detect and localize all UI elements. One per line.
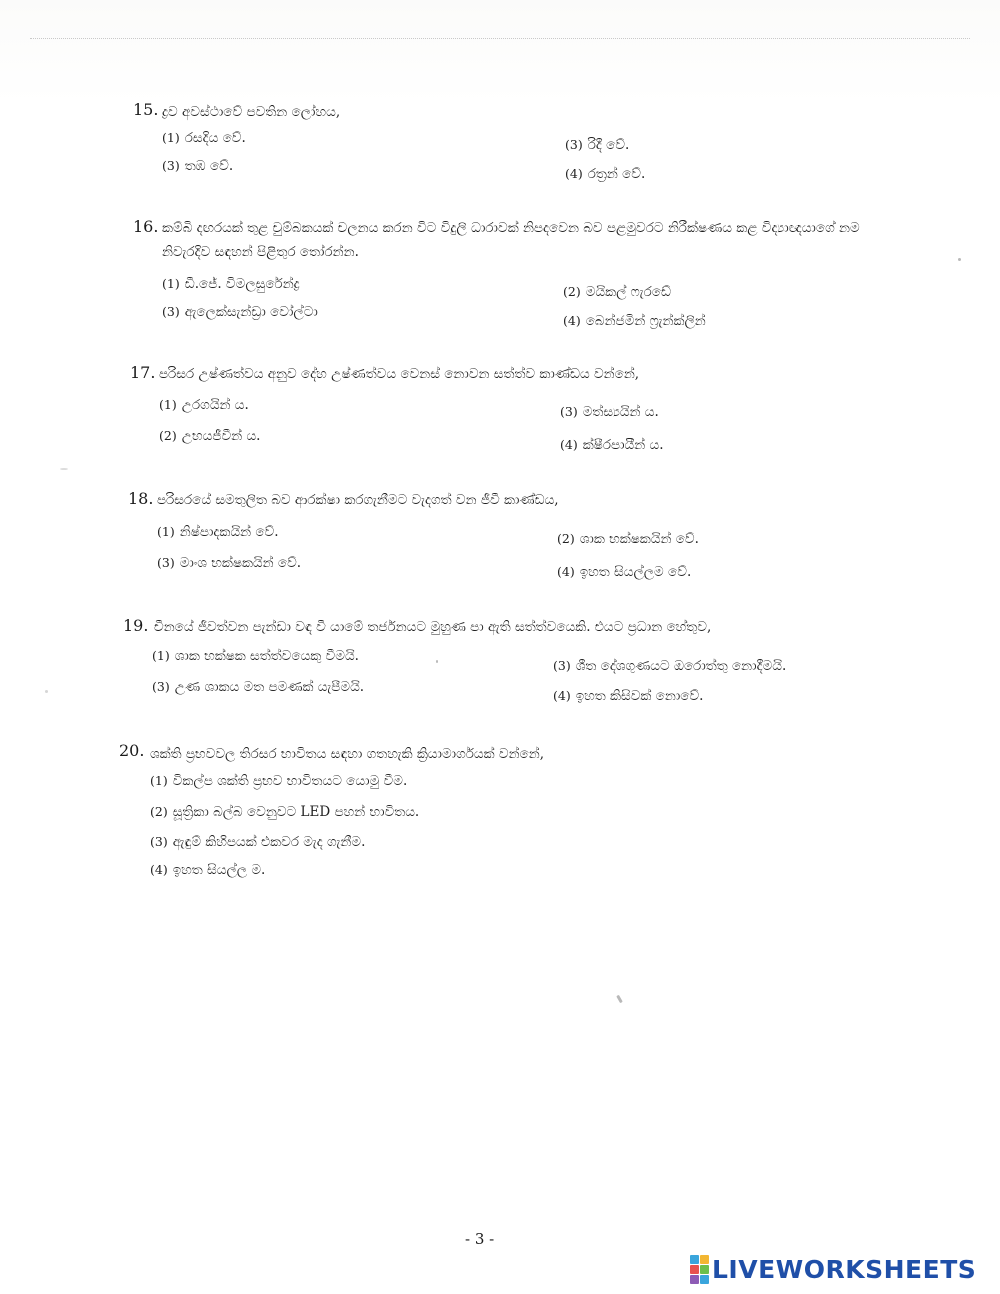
option-text: ශාක භක්ෂක සත්ත්වයෙකු වීමයි. <box>174 648 359 664</box>
option-3[interactable] <box>159 428 260 444</box>
question-number: 19. <box>123 616 149 635</box>
option-text: ශාක භක්ෂකයින් වේ. <box>579 531 699 547</box>
question-number: 20. <box>119 741 145 760</box>
option-text: මාංශ භක්ෂකයින් වේ. <box>179 555 302 571</box>
option-text: මයිකල් ෆැරඩේ <box>585 284 671 300</box>
option-text: උරගයින් ය. <box>181 397 249 413</box>
page-number: - 3 - <box>465 1230 495 1248</box>
option-1[interactable] <box>159 397 249 413</box>
question-text: ද්‍රව අවස්ථාවේ පවතින ලෝහය, <box>162 104 341 120</box>
option-number: (3) <box>152 679 170 694</box>
option-text: ඉහත කිසිවක් නොවේ. <box>575 688 704 704</box>
question-number: 18. <box>128 489 154 508</box>
option-text: විකල්ප ශක්ති ප්‍රභව භාවිතයට යොමු වීම. <box>172 773 408 789</box>
option-number: (2) <box>159 428 177 443</box>
question-text: කම්බි දඟරයක් තුළ චුම්බකයක් චලනය කරන විට විදුලි ධාරාවක් නිපදවෙන බව පළමුවරට නිරීක්ෂණය කළ විද්‍යාඥයාගේ නම නිවැරදිව සඳහන් පිළිතුර තෝරන්න. <box>162 220 860 260</box>
option-1[interactable] <box>152 648 359 664</box>
option-text: බෙන්ජමින් ෆ්‍රැන්ක්ලින් <box>585 313 706 329</box>
option-number: (1) <box>162 276 180 291</box>
option-text: මත්ස්‍යයින් ය. <box>582 404 659 420</box>
option-3[interactable] <box>152 679 364 695</box>
option-text: ඩී.ජේ. විමලසුරේන්ද්‍ර <box>184 276 300 292</box>
option-number: (1) <box>159 397 177 412</box>
option-text: ඉහත සියල්ලම වේ. <box>579 564 692 580</box>
question-number: 17. <box>130 363 156 382</box>
option-text: ඇලෙක්සැන්ඩ්‍රා වෝල්ටා <box>184 304 318 320</box>
option-text: රිදී වේ. <box>587 137 630 153</box>
liveworksheets-logo[interactable] <box>690 1255 976 1284</box>
option-text: සූත්‍රිකා බල්බ වෙනුවට LED පහන් භාවිතය. <box>172 804 420 820</box>
question-text: චීනයේ ජීවත්වන පැන්ඩා වඳ වී යාමේ තර්ජනයට මුහුණ පා ඇති සත්ත්වයෙකි. එයට ප්‍රධාන හේතුව, <box>154 619 712 635</box>
option-number: (3) <box>150 834 168 849</box>
option-3[interactable] <box>162 304 318 320</box>
question-text: පරිසරයේ සමතුලිත බව ආරක්ෂා කරගැනීමට වැදගත් වන ජීවී කාණ්ඩය, <box>157 492 559 508</box>
option-number: (1) <box>157 524 175 539</box>
option-number: (3) <box>162 304 180 319</box>
page-top-border <box>30 38 970 39</box>
option-1[interactable] <box>157 524 279 540</box>
option-number: (3) <box>157 555 175 570</box>
scan-speck <box>616 995 623 1003</box>
option-number: (2) <box>563 284 581 299</box>
option-2[interactable] <box>565 137 629 153</box>
option-text: ඇඳුම් කිහිපයක් එකවර මැද ගැනීම. <box>172 834 366 850</box>
option-4[interactable] <box>560 437 664 453</box>
option-text: උභයජීවීන් ය. <box>181 428 261 444</box>
option-1[interactable] <box>150 773 407 789</box>
option-number: (4) <box>560 437 578 452</box>
option-2[interactable] <box>557 531 699 547</box>
option-4[interactable] <box>563 313 706 329</box>
question-text: ශක්ති ප්‍රභවවල තිරසර භාවිතය සඳහා ගතහැකි ක්‍රියාමාර්ගයක් වන්නේ, <box>150 746 544 762</box>
option-number: (4) <box>565 166 583 181</box>
option-number: (1) <box>150 773 168 788</box>
option-4[interactable] <box>557 564 691 580</box>
liveworksheets-icon <box>690 1255 709 1284</box>
option-text: රසදිය වේ. <box>184 130 246 146</box>
option-number: (2) <box>557 531 575 546</box>
option-2[interactable] <box>560 404 659 420</box>
question-number: 16. <box>133 217 159 236</box>
option-text: ඉහත සියල්ල ම. <box>172 862 266 878</box>
option-3[interactable] <box>157 555 301 571</box>
question-text: පරිසර උෂ්ණත්වය අනුව දේහ උෂ්ණත්වය වෙනස් නොවන සත්ත්ව කාණ්ඩය වන්නේ, <box>159 366 640 382</box>
option-text: උණ ශාකය මත පමණක් යැපීමයි. <box>174 679 365 695</box>
option-3[interactable] <box>162 158 233 174</box>
question-number: 15. <box>133 100 159 119</box>
option-number: (3) <box>565 137 583 152</box>
option-text: රත්‍රන් වේ. <box>587 166 646 182</box>
option-text: ශීත දේශගුණයට ඔරොත්තු නොදීමයි. <box>575 658 787 674</box>
option-number: (4) <box>150 862 168 877</box>
scan-speck <box>958 258 961 261</box>
option-3[interactable] <box>150 834 365 850</box>
option-1[interactable] <box>162 130 246 146</box>
option-4[interactable] <box>150 862 265 878</box>
option-2[interactable] <box>150 804 419 820</box>
option-number: (3) <box>162 158 180 173</box>
option-number: (1) <box>152 648 170 663</box>
brand-name: LIVEWORKSHEETS <box>712 1255 977 1284</box>
option-number: (4) <box>553 688 571 703</box>
option-number: (2) <box>150 804 168 819</box>
option-text: නිෂ්පාදකයින් වේ. <box>179 524 279 540</box>
scan-speck <box>60 468 68 470</box>
option-4[interactable] <box>553 688 703 704</box>
option-number: (3) <box>560 404 578 419</box>
option-text: ක්ෂීරපායීන් ය. <box>582 437 664 453</box>
option-text: තඹ වේ. <box>184 158 234 174</box>
scan-speck <box>45 690 48 693</box>
scan-speck <box>436 660 438 663</box>
option-number: (4) <box>557 564 575 579</box>
option-1[interactable] <box>162 276 300 292</box>
option-number: (4) <box>563 313 581 328</box>
option-number: (1) <box>162 130 180 145</box>
option-4[interactable] <box>565 166 645 182</box>
option-number: (3) <box>553 658 571 673</box>
option-2[interactable] <box>553 658 786 674</box>
option-2[interactable] <box>563 284 671 300</box>
